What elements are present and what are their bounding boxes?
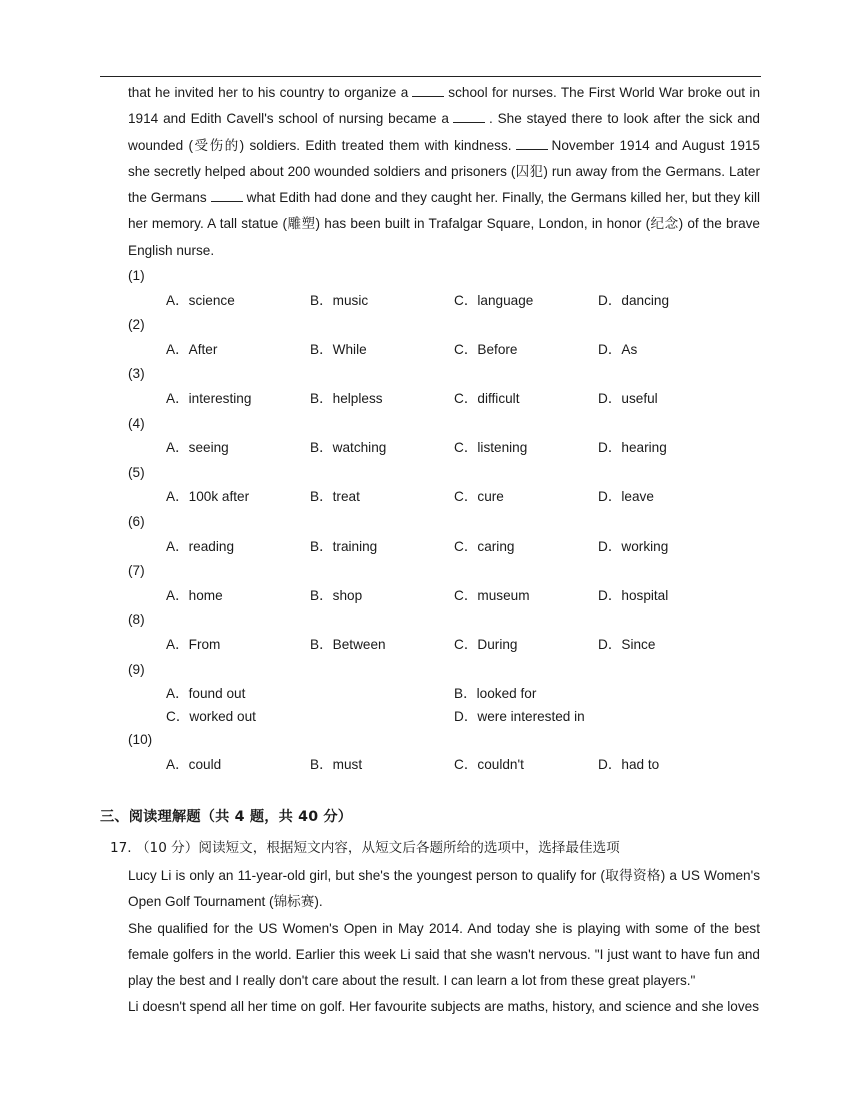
cloze-section <box>128 80 760 777</box>
option-b[interactable]: B．watching <box>310 440 387 456</box>
reading-paragraph: Lucy Li is only an 11-year-old girl, but she's the youngest person to qualify for (取得资格) a US Women's Open Golf Tournament (锦标赛). <box>128 868 760 910</box>
option-c[interactable]: C．During <box>454 636 518 652</box>
option-a[interactable]: A．interesting <box>166 391 252 407</box>
option-row <box>128 289 760 314</box>
option-b[interactable]: B．Between <box>310 636 386 652</box>
passage-text-2: school for nurses. The First World War broke out in 1914 and Edith Cavell's school of nursing became a <box>128 85 760 127</box>
option-d[interactable]: D．useful <box>598 391 658 407</box>
question-number: (8) <box>128 612 145 628</box>
option-a[interactable]: A．reading <box>166 538 235 554</box>
option-b[interactable]: B．looked for <box>454 686 537 702</box>
question-number: (6) <box>128 514 145 530</box>
passage-text-3: . She stayed there to look after the sick and wounded (受伤的) soldiers. Edith treated them with kindness. <box>128 111 760 153</box>
option-c[interactable]: C．caring <box>454 538 515 554</box>
option-row <box>128 485 760 510</box>
option-a[interactable]: A．science <box>166 292 235 308</box>
option-c[interactable]: C．difficult <box>454 391 520 407</box>
passage-text-4: November 1914 and August 1915 she secretly helped about 200 wounded soldiers and prisoners (囚犯) run away from the Germans. Later the Germans <box>128 137 760 206</box>
option-d[interactable]: D．were interested in <box>454 709 585 725</box>
option-d[interactable]: D．Since <box>598 636 656 652</box>
option-a[interactable]: A．After <box>166 341 218 357</box>
option-a[interactable]: A．found out <box>166 686 246 702</box>
question-number: (7) <box>128 563 145 579</box>
question-number: (9) <box>128 661 145 677</box>
question-17-number: 17. <box>110 840 132 856</box>
question-number: (1) <box>128 268 145 284</box>
question-number: (3) <box>128 366 145 382</box>
option-c[interactable]: C．cure <box>454 489 504 505</box>
option-d[interactable]: D．had to <box>598 756 660 772</box>
option-row <box>128 436 760 461</box>
passage-text-1: that he invited her to his country to organize a <box>128 85 409 100</box>
blank-1 <box>412 84 444 97</box>
blank-4 <box>211 189 243 202</box>
option-c[interactable]: C．Before <box>454 341 518 357</box>
reading-passage <box>128 863 760 1021</box>
option-d[interactable]: D．dancing <box>598 292 670 308</box>
option-b[interactable]: B．training <box>310 538 378 554</box>
option-c[interactable]: C．museum <box>454 587 530 603</box>
option-row <box>128 535 760 560</box>
question-17-header <box>110 836 620 856</box>
option-b[interactable]: B．shop <box>310 587 363 603</box>
section-heading: 三、阅读理解题（共 4 题，共 40 分） <box>100 809 353 825</box>
option-c[interactable]: C．couldn't <box>454 756 524 772</box>
question-number: (5) <box>128 464 145 480</box>
option-b[interactable]: B．helpless <box>310 391 383 407</box>
option-d[interactable]: D．As <box>598 341 638 357</box>
option-b[interactable]: B．must <box>310 756 363 772</box>
option-row <box>128 753 760 778</box>
blank-2 <box>453 110 485 123</box>
option-row <box>128 682 760 705</box>
option-a[interactable]: A．From <box>166 636 221 652</box>
option-row <box>128 387 760 412</box>
option-a[interactable]: A．100k after <box>166 489 250 505</box>
header-rule <box>100 76 761 77</box>
option-c[interactable]: C．language <box>454 292 534 308</box>
option-a[interactable]: A．seeing <box>166 440 229 456</box>
option-a[interactable]: A．could <box>166 756 222 772</box>
option-d[interactable]: D．working <box>598 538 669 554</box>
question-number: (2) <box>128 317 145 333</box>
question-17-instruction: （10 分）阅读短文，根据短文内容，从短文后各题所给的选项中，选择最佳选项 <box>135 840 620 856</box>
passage-text-5: what Edith had done and they caught her. Finally, the Germans killed her, but they kill her memory. A tall statue (雕塑) has been built in Trafalgar Square, London, in honor (纪念) of the brave English nurse. <box>128 190 760 258</box>
option-d[interactable]: D．leave <box>598 489 654 505</box>
option-c[interactable]: C．worked out <box>166 709 256 725</box>
option-row <box>128 705 760 728</box>
option-d[interactable]: D．hearing <box>598 440 667 456</box>
blank-3 <box>516 137 548 150</box>
option-d[interactable]: D．hospital <box>598 587 669 603</box>
question-number: (10) <box>128 732 153 748</box>
option-row <box>128 338 760 363</box>
option-row <box>128 584 760 609</box>
reading-paragraph: Li doesn't spend all her time on golf. Her favourite subjects are maths, history, and science and she loves <box>128 999 760 1015</box>
option-b[interactable]: B．treat <box>310 489 360 505</box>
question-list <box>128 264 760 777</box>
reading-paragraph: She qualified for the US Women's Open in May 2014. And today she is playing with some of the best female golfers in the world. Earlier this week Li said that she wasn't nervous. "I just want to have fun and play the best and I really don't care about the result. I can learn a lot from these great players." <box>128 920 760 989</box>
option-b[interactable]: B．music <box>310 292 369 308</box>
option-b[interactable]: B．While <box>310 341 367 357</box>
option-row <box>128 633 760 658</box>
question-number: (4) <box>128 415 145 431</box>
option-a[interactable]: A．home <box>166 587 223 603</box>
option-c[interactable]: C．listening <box>454 440 528 456</box>
cloze-passage <box>128 80 760 264</box>
